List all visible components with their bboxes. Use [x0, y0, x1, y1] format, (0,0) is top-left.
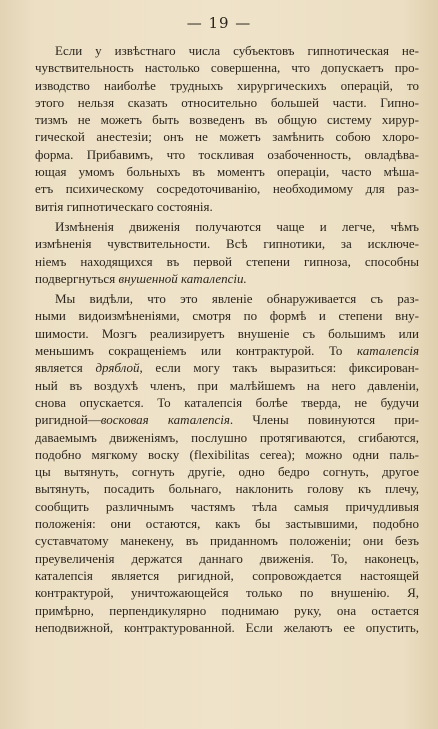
text-line — [35, 446, 419, 463]
text-line — [35, 532, 419, 549]
text-line — [35, 394, 419, 411]
text-line-content: сообщить различнымъ частямъ тѣла самыя причудливыя — [35, 498, 419, 514]
text-line — [35, 377, 419, 394]
text-line-content: даваемымъ движеніямъ, послушно протягиваются, сгибаются, — [35, 429, 419, 445]
italic-emphasis: внушенной каталепсіи. — [118, 270, 247, 286]
page-text — [35, 42, 419, 636]
text-line — [35, 270, 419, 287]
text-line-content: является — [35, 360, 96, 376]
text-line-content: подвергнуться — [35, 270, 119, 286]
text-line — [35, 146, 419, 163]
text-line — [35, 42, 419, 59]
text-line-content: вытянуть, посадить больнаго, наклонить голову къ плечу, — [35, 481, 419, 497]
text-line — [35, 218, 419, 235]
text-line — [35, 429, 419, 446]
text-line-content: форма. Прибавимъ, что тоскливая озабоченность, овладѣва- — [35, 146, 419, 162]
text-line — [35, 111, 419, 128]
text-line — [35, 567, 419, 584]
text-line-content: контрактурой, уничтожающейся только по внушенію. Я, — [35, 585, 419, 601]
page-number: — 19 — — [186, 14, 252, 32]
text-line-content: примѣрно, перпендикулярно поднимаю руку, она остается — [35, 602, 419, 618]
text-line-content: цы вытянуть, согнуть другіе, одно бедро согнуть, другое — [35, 464, 419, 480]
text-line-content: ющая умомъ больныхъ въ моментъ операціи, часто мѣша- — [35, 164, 419, 180]
text-line-content: Мы видѣли, что это явленіе обнаруживается съ раз- — [55, 291, 419, 307]
text-line — [35, 463, 419, 480]
text-line-content: подобно мягкому воску (flexibilitas cerea); можно одни паль- — [35, 446, 419, 462]
text-line-tail: , если могу такъ выразиться: фиксирован- — [139, 360, 419, 376]
text-line-content: ными видоизмѣненіями, смотря по формѣ и степени вну- — [35, 308, 419, 324]
text-line — [35, 59, 419, 76]
italic-emphasis: дряблой — [95, 360, 140, 376]
text-line-content: меньшимъ сокращеніемъ или контрактурой. То — [35, 343, 357, 359]
text-line — [35, 411, 419, 428]
text-line — [35, 498, 419, 515]
text-line-content: снова опускается. То каталепсія болѣе тверда, не будучи — [35, 394, 419, 410]
text-line-content: тизмъ не можетъ быть возведенъ въ общую систему хирур- — [35, 112, 419, 128]
text-line — [35, 253, 419, 270]
text-line-content: положенія: они остаются, какъ бы застывшими, подобно — [35, 516, 419, 532]
text-line-content: изводство наиболѣе трудныхъ хирургическихъ операцій, то — [35, 77, 419, 93]
text-line — [35, 163, 419, 180]
text-line-content: витія гипнотическаго состоянія. — [35, 198, 213, 214]
text-line-content: Измѣненія движенія получаются чаще и легче, чѣмъ — [55, 218, 419, 234]
text-line — [35, 235, 419, 252]
text-line-content: преувеличенія держатся даннаго движенія. То, наконецъ, — [35, 550, 419, 566]
text-line — [35, 307, 419, 324]
text-line-content: этого нельзя сказать относительно большей части. Гипно- — [35, 94, 419, 110]
text-line-content: ніемъ находящихся въ первой степени гипноза, способны — [35, 253, 419, 269]
text-line-content: гической анестезіи; онъ не можетъ замѣнить собою хлоро- — [35, 129, 419, 145]
text-line-content: измѣненія чувствительности. Всѣ гипнотики, за исключе- — [35, 236, 419, 252]
italic-emphasis: каталепсія — [357, 343, 419, 359]
text-line — [35, 515, 419, 532]
text-line-tail: . Члены повинуются при- — [229, 412, 419, 428]
text-line — [35, 619, 419, 636]
text-line — [35, 94, 419, 111]
text-line-content: каталепсія является ригидной, сопровождается настоящей — [35, 567, 419, 583]
text-line — [35, 128, 419, 145]
text-line — [35, 550, 419, 567]
text-line-content: етъ психическому сосредоточиванію, необходимому для раз- — [35, 181, 419, 197]
text-line — [35, 180, 419, 197]
text-line-content: чувствительность настолько совершенна, что допускаетъ про- — [35, 60, 419, 76]
text-line — [35, 77, 419, 94]
text-line-content: шимости. Мозгъ реализируетъ внушеніе съ большимъ или — [35, 325, 419, 341]
text-line — [35, 325, 419, 342]
text-line-content: Если у извѣстнаго числа субъектовъ гипнотическая не- — [55, 43, 419, 58]
text-line — [35, 584, 419, 601]
text-line-content: неподвижной, контрактурованной. Если желаютъ ее опустить, — [35, 619, 419, 635]
text-line — [35, 602, 419, 619]
text-line-content: суставчатому манекену, въ приданномъ положеніи; они безъ — [35, 533, 419, 549]
text-line — [35, 198, 419, 215]
text-line — [35, 290, 419, 307]
italic-emphasis: восковая каталепсія — [100, 412, 230, 428]
text-line-content: ригидной— — [35, 412, 101, 428]
text-line — [35, 342, 419, 359]
text-line-content: ный въ воздухѣ членъ, при малѣйшемъ на него давленіи, — [35, 377, 419, 393]
text-line — [35, 480, 419, 497]
text-line — [35, 359, 419, 376]
